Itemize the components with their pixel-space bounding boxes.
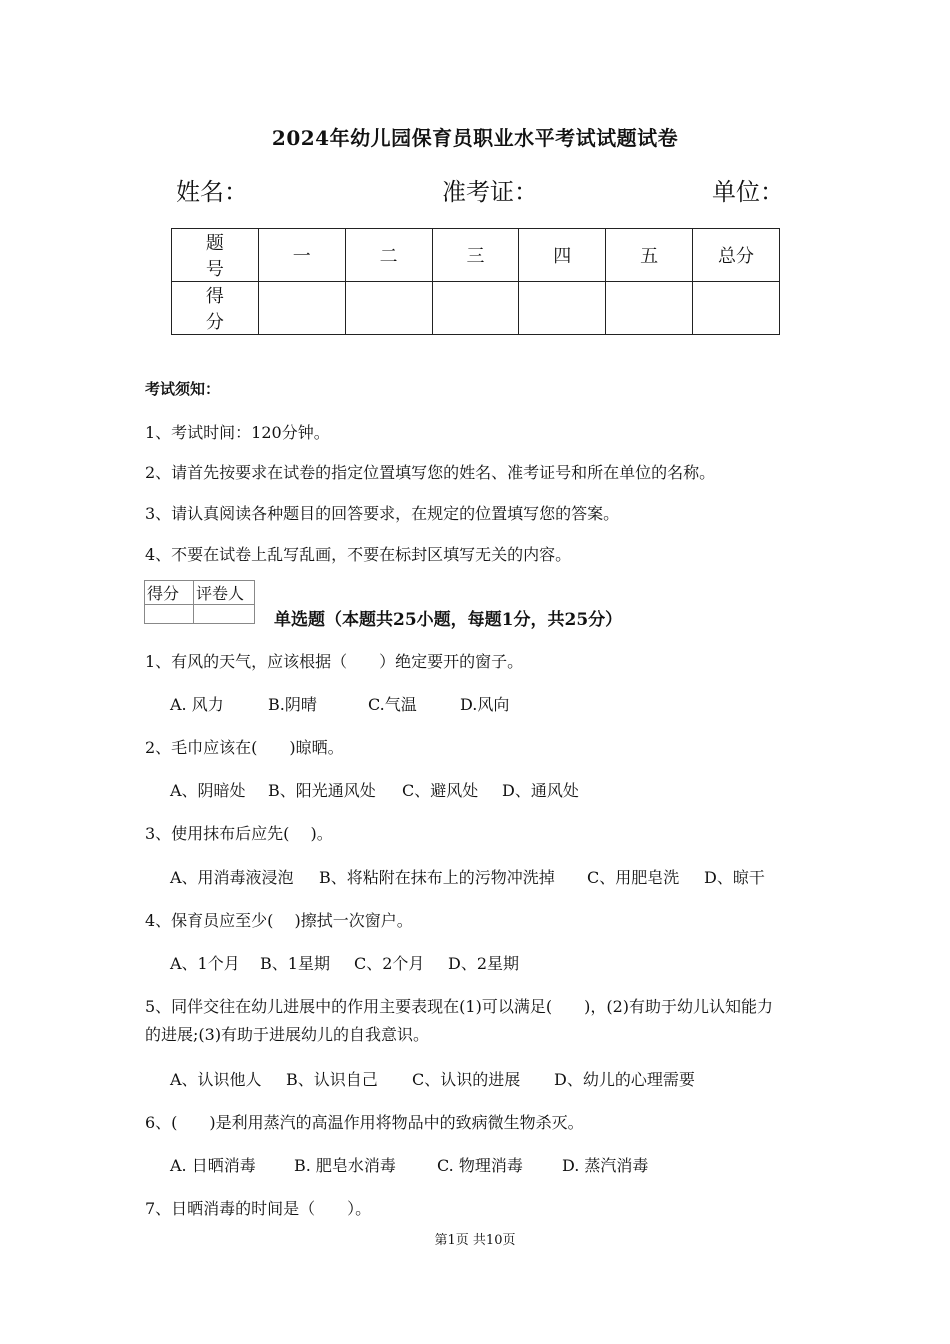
option[interactable]: C、认识的进展 — [412, 1070, 521, 1089]
score-header-cell: 总分 — [693, 229, 780, 282]
option[interactable]: D.风向 — [460, 695, 510, 714]
score-row-label: 得 分 — [172, 282, 259, 335]
option[interactable]: C、避风处 — [402, 781, 479, 800]
grader-name-label: 评卷人 — [194, 581, 255, 605]
question-stem-continued: 的进展;(3)有助于进展幼儿的自我意识。 — [145, 1025, 430, 1044]
grader-score-blank[interactable] — [145, 605, 194, 624]
score-blank-cell[interactable] — [432, 282, 519, 335]
option[interactable]: B、认识自己 — [286, 1070, 378, 1089]
grader-name-blank[interactable] — [194, 605, 255, 624]
score-blank-cell[interactable] — [606, 282, 693, 335]
page-title: 2024年幼儿园保育员职业水平考试试题试卷 — [271, 126, 679, 150]
option[interactable]: B、1星期 — [260, 954, 330, 973]
option[interactable]: A、用消毒液浸泡 — [170, 868, 294, 887]
score-table-header-row — [172, 229, 780, 282]
notice-item: 2、请首先按要求在试卷的指定位置填写您的姓名、准考证号和所在单位的名称。 — [145, 463, 716, 482]
option[interactable]: B、将粘附在抹布上的污物冲洗掉 — [319, 868, 555, 887]
score-table — [171, 228, 780, 335]
option[interactable]: B、阳光通风处 — [268, 781, 376, 800]
question-options — [170, 778, 579, 801]
question-options — [170, 1153, 648, 1176]
option[interactable]: B.阴晴 — [268, 695, 317, 714]
page-footer: 第1页 共10页 — [434, 1233, 516, 1248]
score-header-cell: 题 号 — [172, 229, 259, 282]
question-stem: 7、日晒消毒的时间是（ ）。 — [145, 1199, 372, 1218]
question-options — [170, 1067, 695, 1090]
question-stem: 3、使用抹布后应先( )。 — [145, 824, 333, 843]
option[interactable]: A、阴暗处 — [170, 781, 246, 800]
score-blank-cell[interactable] — [693, 282, 780, 335]
option[interactable]: D、通风处 — [502, 781, 579, 800]
option[interactable]: C、2个月 — [354, 954, 425, 973]
name-label: 姓名： — [176, 178, 248, 206]
notice-heading: 考试须知： — [145, 380, 221, 398]
option[interactable]: A、1个月 — [170, 954, 240, 973]
question-stem: 2、毛巾应该在( )晾晒。 — [145, 738, 344, 757]
question-stem: 1、有风的天气，应该根据（ ）绝定要开的窗子。 — [145, 652, 524, 671]
option[interactable]: D. 蒸汽消毒 — [562, 1156, 649, 1175]
question-stem: 6、( )是利用蒸汽的高温作用将物品中的致病微生物杀灭。 — [145, 1113, 584, 1132]
grader-score-label: 得分 — [145, 581, 194, 605]
score-header-cell: 五 — [606, 229, 693, 282]
score-header-cell: 三 — [432, 229, 519, 282]
grader-box — [144, 580, 255, 624]
option[interactable]: B. 肥皂水消毒 — [294, 1156, 396, 1175]
unit-label: 单位： — [712, 178, 784, 206]
option[interactable]: A、认识他人 — [170, 1070, 262, 1089]
section-title: 单选题（本题共25小题，每题1分，共25分） — [274, 610, 623, 630]
notice-item: 3、请认真阅读各种题目的回答要求，在规定的位置填写您的答案。 — [145, 504, 620, 523]
notice-item: 1、考试时间：120分钟。 — [145, 423, 330, 442]
score-header-cell: 一 — [258, 229, 345, 282]
option[interactable]: A. 风力 — [170, 695, 224, 714]
option[interactable]: C. 物理消毒 — [437, 1156, 523, 1175]
option[interactable]: C.气温 — [368, 695, 417, 714]
question-options — [170, 692, 509, 715]
exam-id-label: 准考证： — [442, 178, 538, 206]
question-options — [170, 951, 519, 974]
notice-item: 4、不要在试卷上乱写乱画，不要在标封区填写无关的内容。 — [145, 545, 572, 564]
option[interactable]: C、用肥皂洗 — [587, 868, 680, 887]
score-blank-cell[interactable] — [345, 282, 432, 335]
option[interactable]: D、2星期 — [448, 954, 520, 973]
question-stem: 5、同伴交往在幼儿进展中的作用主要表现在(1)可以满足( )，(2)有助于幼儿认知能力 — [145, 997, 773, 1016]
question-options — [170, 865, 765, 888]
question-stem: 4、保育员应至少( )擦拭一次窗户。 — [145, 911, 413, 930]
option[interactable]: D、幼儿的心理需要 — [554, 1070, 695, 1089]
score-header-cell: 二 — [345, 229, 432, 282]
option[interactable]: D、晾干 — [704, 868, 765, 887]
score-header-cell: 四 — [519, 229, 606, 282]
option[interactable]: A. 日晒消毒 — [170, 1156, 256, 1175]
score-blank-cell[interactable] — [519, 282, 606, 335]
score-table-score-row — [172, 282, 780, 335]
